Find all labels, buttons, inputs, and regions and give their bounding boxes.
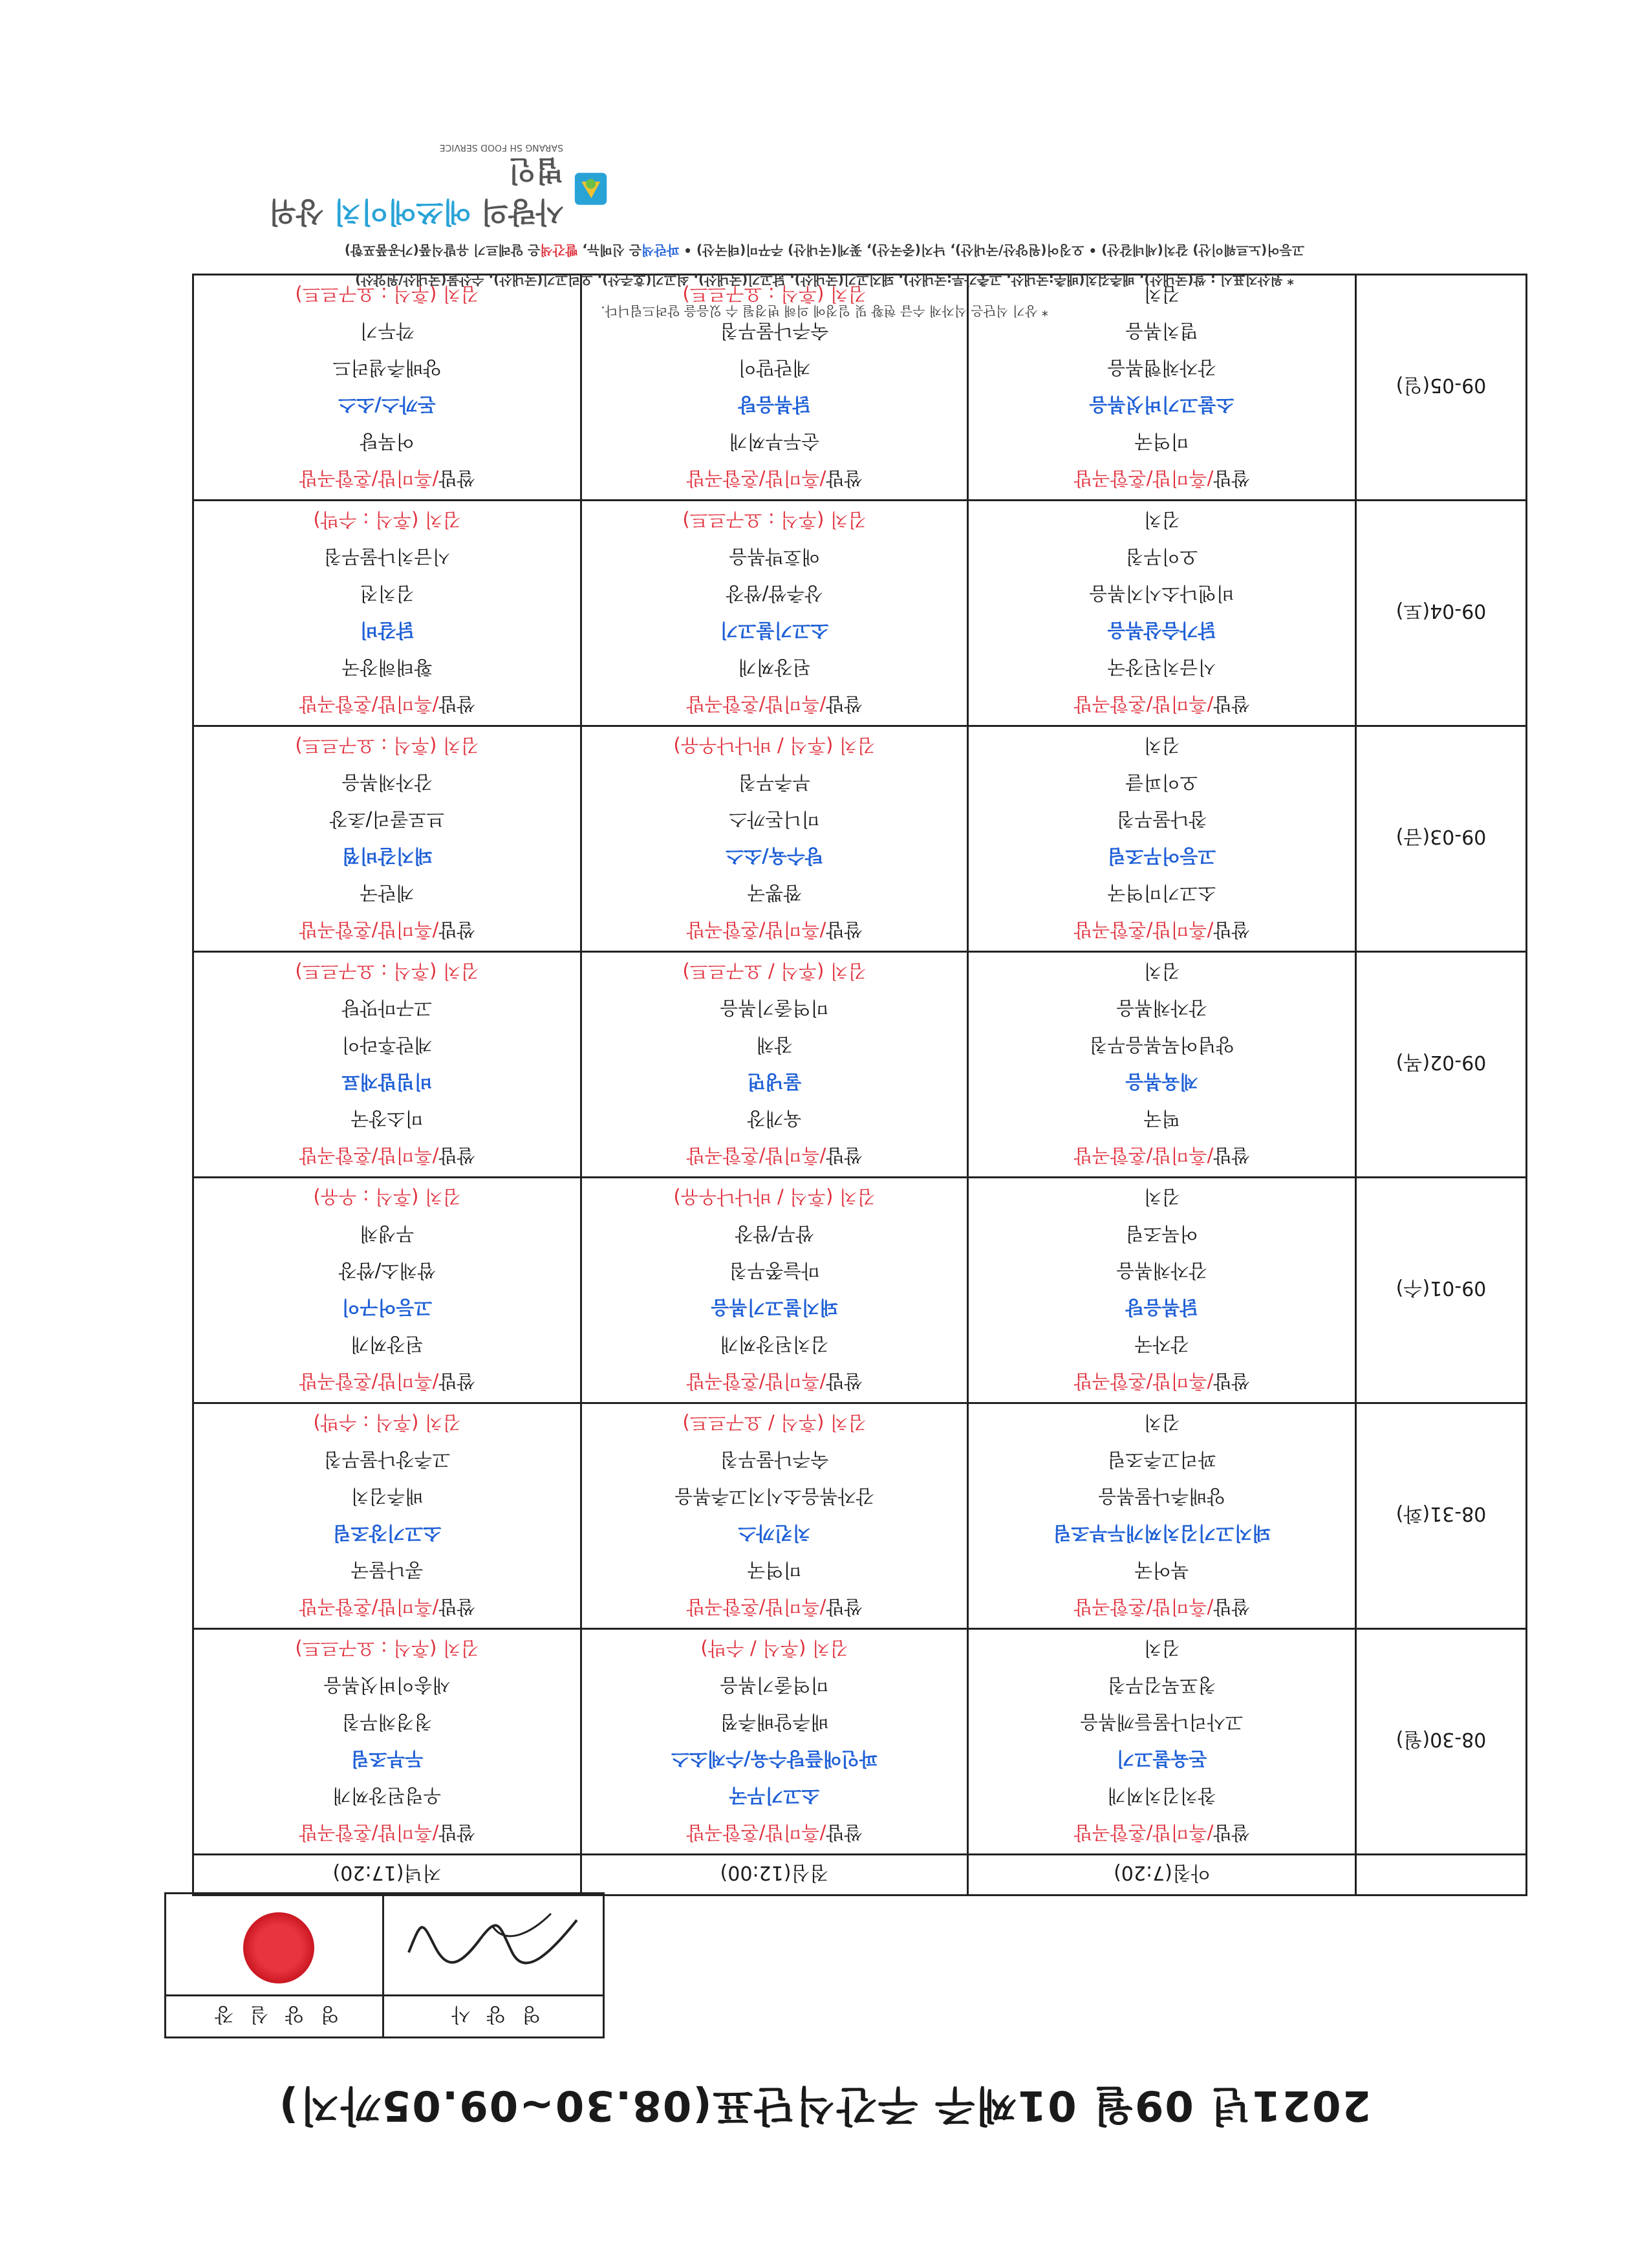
legend-text [0, 242, 1649, 261]
dinner-cell [193, 1178, 581, 1403]
menu-item: 김치 [1143, 960, 1180, 982]
menu-item: 된장찌개 [738, 656, 811, 678]
menu-item: 애호박볶음 [729, 546, 820, 568]
menu-item: 김치 (후식 / 바나나우유) [673, 1186, 876, 1208]
menu-item: 김치 [1143, 735, 1180, 757]
menu-item: 무생채 [360, 1223, 415, 1245]
menu-item: 미소장국 [350, 1108, 424, 1130]
dinner-cell [193, 501, 581, 726]
day-date: 08-30(월) [1356, 1629, 1527, 1855]
menu-item: 청포묵김무침 [1107, 1674, 1216, 1696]
menu-item: 감자채볶음 [341, 772, 433, 794]
menu-item: 비엔나소시지볶음 [1089, 583, 1234, 605]
menu-item: 쌀밥/흑미밥/혼합곡밥 [1073, 468, 1250, 490]
menu-item: 쌀밥/흑미밥/혼합곡밥 [1073, 1370, 1250, 1392]
menu-item: 감자볶음소시지고추볶음 [674, 1485, 874, 1507]
menu-item: 오이피클 [1125, 772, 1198, 794]
day-date: 09-03(금) [1356, 726, 1527, 952]
origin-text: * 원산지표시 : 쌀(국내산), 배추김치(배추:국내산, 고춧가루:국내산), 돼지고기(국내산), 닭고기(국내산), 쇠고기(호주산), 오리고기(국내산), 수산물(국내산/원양산) [355, 272, 1294, 288]
menu-item: 제육볶음 [1125, 1071, 1198, 1093]
menu-item: 숙주나물무침 [720, 320, 829, 342]
legend-origin-part: 고등어(노르웨이산) 갈치(세네갈산) • 오징어(원양산/국내산), 낙지(중국산), 꽃게(국내산) 주꾸미(태국산) • [684, 243, 1305, 258]
menu-item: 양념어묵볶음무침 [1089, 1034, 1234, 1056]
approval-box [164, 1892, 605, 2038]
menu-item: 김치 [1143, 283, 1180, 305]
seal-stamp [244, 1912, 315, 1983]
menu-item: 미역국 [747, 1559, 802, 1581]
lunch-cell [581, 1403, 968, 1629]
company-logo-icon [574, 169, 608, 209]
menu-item: 상추쌈/쌈장 [726, 583, 823, 605]
menu-item: 꽈리고추조림 [1107, 1449, 1216, 1471]
menu-item: 김치 (후식 / 요구르트) [682, 1412, 867, 1434]
legend-mid: 은 신메뉴, [582, 243, 642, 258]
menu-item: 쌀밥/흑미밥/혼합곡밥 [299, 468, 475, 490]
menu-item: 감자채햄볶음 [1107, 357, 1216, 379]
menu-item: 소고기미역국 [1107, 882, 1216, 904]
breakfast-cell [968, 1403, 1356, 1629]
menu-item: 고등어무조림 [1107, 845, 1216, 867]
dinner-cell [193, 1403, 581, 1629]
menu-item: 된장찌개 [350, 1334, 424, 1355]
header-date [1356, 1855, 1527, 1895]
menu-item: 계란국 [360, 882, 415, 904]
menu-item: 쌀밥/흑미밥/혼합곡밥 [299, 919, 475, 941]
menu-item: 쌀밥/흑미밥/혼합곡밥 [1073, 1822, 1250, 1844]
menu-item: 깍두기 [360, 320, 415, 342]
menu-item: 김치 [1143, 1412, 1180, 1434]
brand-name-a: 사랑의 [480, 195, 564, 228]
menu-item: 쌀밥/흑미밥/혼합곡밥 [1073, 919, 1250, 941]
menu-item: 김치 [1143, 1186, 1180, 1208]
brand-text [265, 142, 563, 235]
menu-item: 김치 (후식 : 요구르트) [682, 509, 867, 531]
menu-item: 닭볶음탕 [1125, 1297, 1198, 1319]
signature [402, 1901, 590, 1991]
menu-item: 쌀밥/흑미밥/혼합곡밥 [686, 1370, 863, 1392]
table-row [193, 1629, 1527, 1855]
weekly-menu-table [192, 274, 1527, 1896]
menu-item: 돼지고기김치찌개두부조림 [1053, 1522, 1271, 1544]
menu-item: 쌀밥/흑미밥/혼합곡밥 [686, 1145, 863, 1167]
menu-item: 닭갈비 [360, 620, 415, 642]
menu-item: 순두부찌개 [729, 431, 820, 453]
menu-item: 고추장나물무침 [323, 1449, 451, 1471]
lunch-cell [581, 1629, 968, 1855]
menu-item: 떡국 [1143, 1108, 1180, 1130]
menu-item: 돼지불고기볶음 [711, 1297, 838, 1319]
menu-item: 쌀밥/흑미밥/혼합곡밥 [299, 1145, 475, 1167]
menu-item: 쌀밥/흑미밥/혼합곡밥 [299, 693, 475, 715]
menu-item: 참치김치찌개 [1107, 1785, 1216, 1807]
menu-item: 브로콜리/초장 [329, 808, 445, 830]
brand-name [265, 153, 563, 235]
menu-item: 김치 (후식 / 요구르트) [682, 960, 867, 982]
menu-item: 시금치된장국 [1107, 656, 1216, 678]
menu-item: 김치 (후식 / 수박) [700, 1637, 848, 1659]
breakfast-cell [968, 1178, 1356, 1403]
breakfast-cell [968, 726, 1356, 952]
menu-item: 숙주나물무침 [720, 1449, 829, 1471]
menu-item: 쌀밥/흑미밥/혼합곡밥 [686, 1822, 863, 1844]
brand-name-highlight: 에쓰에이치 [333, 195, 471, 228]
menu-item: 계란후라이 [341, 1034, 433, 1056]
menu-item: 오이무침 [1125, 546, 1198, 568]
header-breakfast: 아침(7:20) [968, 1855, 1356, 1895]
menu-item: 콩나물국 [350, 1559, 424, 1581]
brand-name-b: 상위법인 [268, 154, 564, 228]
menu-item: 소고기장조림 [332, 1522, 442, 1544]
lunch-cell [581, 1178, 968, 1403]
menu-item: 김치된장찌개 [720, 1334, 829, 1355]
menu-item: 김치 (후식 : 요구르트) [295, 960, 479, 982]
legend-blue-word: 파란색 [641, 243, 680, 258]
menu-item: 김치 (후식 : 수박) [313, 1412, 461, 1434]
menu-item: 김치 (후식 : 요구르트) [682, 283, 867, 305]
menu-item: 계란말이 [738, 357, 811, 379]
menu-item: 양배추샐러드 [332, 357, 442, 379]
menu-item: 치킨까스 [738, 1522, 811, 1544]
menu-item: 어묵조림 [1125, 1223, 1198, 1245]
menu-item: 부추무침 [738, 772, 811, 794]
table-header-row [193, 1855, 1527, 1895]
menu-item: 김치 (후식 : 수박) [313, 509, 461, 531]
day-date: 08-31(화) [1356, 1403, 1527, 1629]
menu-item: 두부조림 [350, 1748, 424, 1770]
header-dinner: 저녁(17:20) [193, 1855, 581, 1895]
menu-item: 탕수육/소스 [726, 845, 823, 867]
menu-item: 어묵탕 [360, 431, 415, 453]
table-row [193, 501, 1527, 726]
menu-item: 쌈채소/쌈장 [338, 1260, 436, 1282]
menu-item: 쌈무/쌈장 [735, 1223, 814, 1245]
menu-item: 물냉면 [747, 1071, 802, 1093]
menu-item: 고등어구이 [341, 1297, 433, 1319]
menu-item: 멸치볶음 [1125, 320, 1198, 342]
menu-item: 김치 [1143, 509, 1180, 531]
menu-item: 소불고기버섯볶음 [1089, 394, 1234, 416]
menu-item: 쌀밥/흑미밥/혼합곡밥 [686, 1596, 863, 1618]
menu-item: 쌀밥/흑미밥/혼합곡밥 [686, 919, 863, 941]
menu-item: 마늘쫑무침 [729, 1260, 820, 1282]
menu-item: 육개장 [747, 1108, 802, 1130]
menu-item: 돈육불고기 [1116, 1748, 1207, 1770]
menu-item: 닭볶음탕 [738, 394, 811, 416]
menu-item: 감자채볶음 [1116, 1260, 1207, 1282]
approval-dietitian-label: 영 양 사 [385, 1994, 603, 2036]
menu-item: 시금치나물무침 [323, 546, 451, 568]
dinner-cell [193, 726, 581, 952]
menu-item: 청경채무침 [341, 1711, 433, 1733]
menu-item: 배추김치 [350, 1485, 424, 1507]
day-date: 09-04(토) [1356, 501, 1527, 726]
menu-item: 새송이버섯볶음 [323, 1674, 451, 1696]
menu-item: 김치 (후식 : 요구르트) [295, 283, 479, 305]
menu-item: 참나물무침 [1116, 808, 1207, 830]
dinner-cell [193, 1629, 581, 1855]
table-row [193, 1178, 1527, 1403]
approval-chief [166, 1894, 385, 2036]
menu-item: 우렁된장찌개 [332, 1785, 442, 1807]
table-row [193, 952, 1527, 1178]
day-date: 09-02(목) [1356, 952, 1527, 1178]
menu-item: 소고기불고기 [720, 620, 829, 642]
menu-item: 배추알배추찜 [720, 1711, 829, 1733]
lunch-cell [581, 501, 968, 726]
day-date: 09-05(일) [1356, 275, 1527, 501]
menu-item: 쌀밥/흑미밥/혼합곡밥 [299, 1370, 475, 1392]
brand-subtitle: SARANG SH FOOD SERVICE [439, 142, 564, 153]
menu-item: 짬뽕국 [747, 882, 802, 904]
menu-item: 감자채볶음 [1116, 997, 1207, 1019]
legend-end: 은 알레르기 유발식품(가공품포함) [344, 243, 541, 258]
menu-item: 감자국 [1134, 1334, 1189, 1355]
day-date: 09-01(수) [1356, 1178, 1527, 1403]
menu-item: 쌀밥/흑미밥/혼합곡밥 [1073, 1596, 1250, 1618]
menu-item: 미역줄기볶음 [720, 1674, 829, 1696]
menu-item: 돈까스/소스 [338, 394, 436, 416]
menu-item: 북어국 [1134, 1559, 1189, 1581]
legend-red-word: 빨간색 [540, 243, 578, 258]
approval-chief-label: 영 양 실 장 [166, 1994, 383, 2036]
menu-item: 쌀밥/흑미밥/혼합곡밥 [299, 1822, 475, 1844]
menu-item: 쌀밥/흑미밥/혼합곡밥 [299, 1596, 475, 1618]
header-lunch: 점심(12:00) [581, 1855, 968, 1895]
dinner-cell [193, 952, 581, 1178]
menu-item: 고사리나물들깨볶음 [1080, 1711, 1244, 1733]
menu-item: 황태해장국 [341, 656, 433, 678]
menu-item: 김치 (후식 : 요구르트) [295, 735, 479, 757]
menu-item: 미역국 [1134, 431, 1189, 453]
menu-item: 쌀밥/흑미밥/혼합곡밥 [686, 693, 863, 715]
menu-item: 김치 [1143, 1637, 1180, 1659]
menu-item: 미역줄기볶음 [720, 997, 829, 1019]
menu-item: 고구마맛탕 [341, 997, 433, 1019]
menu-item: 쌀밥/흑미밥/혼합곡밥 [686, 468, 863, 490]
menu-item: 쌀밥/흑미밥/혼합곡밥 [1073, 693, 1250, 715]
menu-item: 김치 (후식 : 요구르트) [295, 1637, 479, 1659]
menu-item: 소고기무국 [729, 1785, 820, 1807]
breakfast-cell [968, 501, 1356, 726]
menu-item: 김치 (후식 / 바나나우유) [673, 735, 876, 757]
menu-item: 비빔밥재료 [341, 1071, 433, 1093]
menu-item: 미니돈까스 [729, 808, 820, 830]
table-row [193, 726, 1527, 952]
approval-dietitian [385, 1894, 603, 2036]
table-row [193, 1403, 1527, 1629]
menu-item: 파인애플탕수육/수제소스 [671, 1748, 878, 1770]
lunch-cell [581, 952, 968, 1178]
menu-item: 김치 (후식 : 우유) [313, 1186, 461, 1208]
menu-item: 돼지갈비찜 [341, 845, 433, 867]
company-brand [265, 142, 608, 228]
menu-item: 김치전 [360, 583, 415, 605]
breakfast-cell [968, 1629, 1356, 1855]
lunch-cell [581, 726, 968, 952]
page-title: 2021년 09월 01째주 주간식단표(08.30~09.05까지) [277, 2081, 1372, 2129]
breakfast-cell [968, 952, 1356, 1178]
menu-item: 잡채 [756, 1034, 793, 1056]
menu-item: 닭가슴살볶음 [1107, 620, 1216, 642]
menu-item: 쌀밥/흑미밥/혼합곡밥 [1073, 1145, 1250, 1167]
menu-item: 양배추나물볶음 [1098, 1485, 1225, 1507]
notice-text: * 상기 식단은 식자재 수급 현황 및 일정에 의해 변경될 수 있음을 알려드립니다. [601, 303, 1048, 319]
